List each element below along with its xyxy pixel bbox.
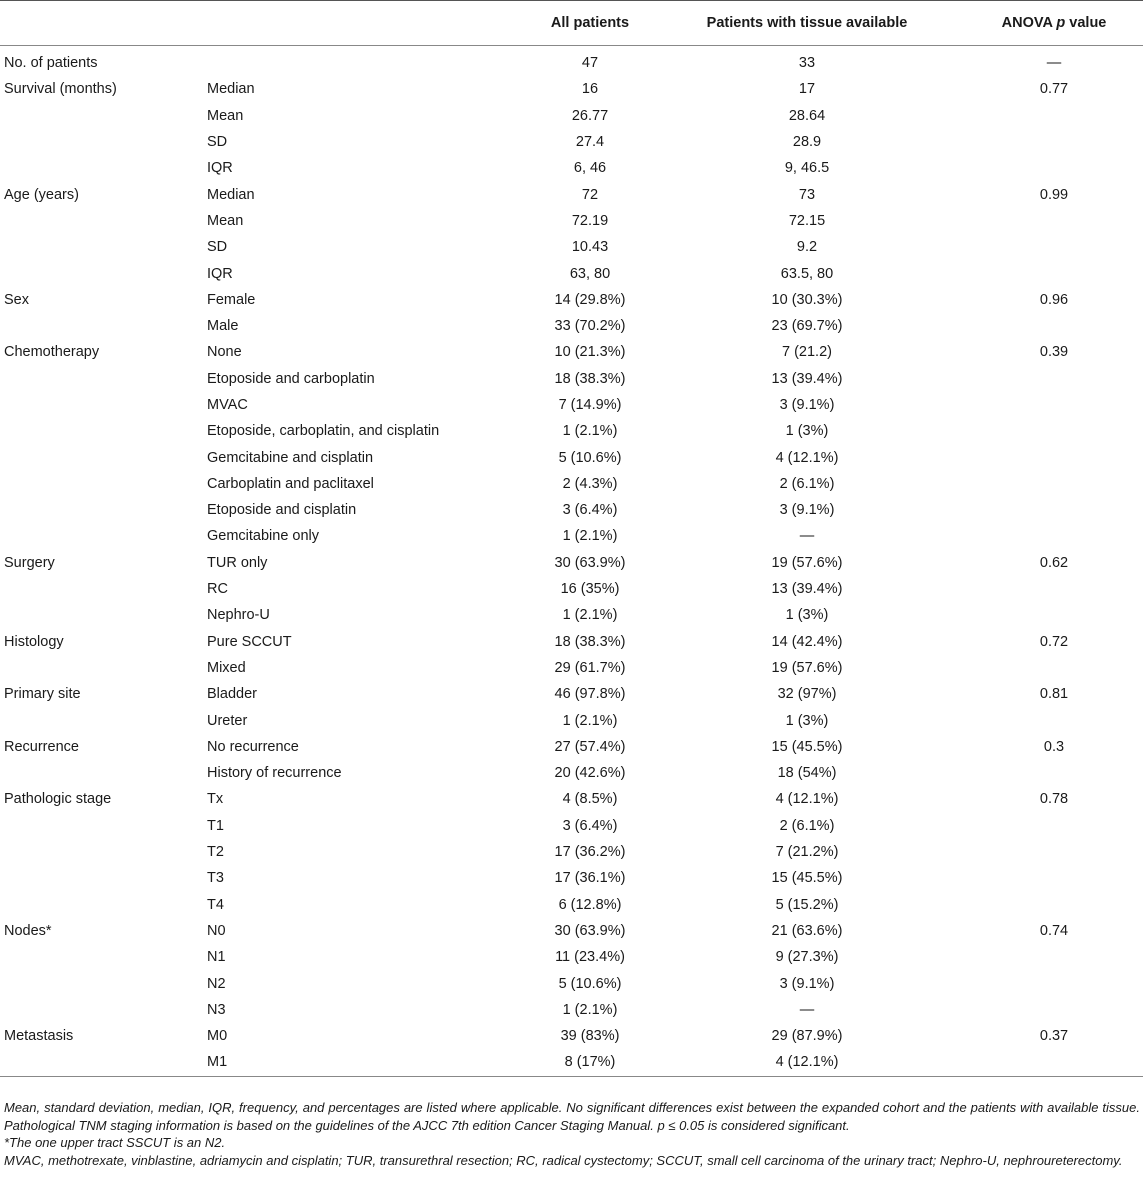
cell-variable: Nodes* xyxy=(4,922,52,939)
cell-all-patients: 6 (12.8%) xyxy=(558,896,622,913)
table-row xyxy=(0,471,1143,497)
cell-p-value xyxy=(941,602,1143,628)
cell-variable: No. of patients xyxy=(4,55,98,72)
header-row xyxy=(0,1,1143,46)
cell-category: M1 xyxy=(202,1049,507,1076)
table-row xyxy=(0,497,1143,523)
cell-variable: Survival (months) xyxy=(4,81,117,98)
table-row xyxy=(0,944,1143,970)
cell-all-patients: 16 xyxy=(581,81,599,98)
cell-p-value xyxy=(941,944,1143,970)
cell-all-patients: 8 (17%) xyxy=(507,1049,673,1076)
cell-all-patients: 39 (83%) xyxy=(560,1028,620,1045)
cell-variable: Sex xyxy=(4,291,29,308)
cell-p-value: 0.77 xyxy=(1039,81,1069,98)
cell-variable: Pathologic stage xyxy=(4,791,112,808)
cell-all-patients: 16 (35%) xyxy=(560,581,620,598)
cell-variable xyxy=(0,997,202,1023)
cell-all-patients: 6, 46 xyxy=(573,160,607,177)
table-row xyxy=(0,786,1143,812)
cell-tissue-available: 19 (57.6%) xyxy=(771,659,843,676)
cell-category: RC xyxy=(207,581,228,598)
header-anova-p-value xyxy=(941,1,1143,46)
cell-variable xyxy=(0,366,202,392)
table-row xyxy=(0,155,1143,181)
cell-variable xyxy=(0,471,202,497)
cell-tissue-available: 1 (3%) xyxy=(785,712,829,729)
cell-category: T4 xyxy=(207,896,224,913)
cell-tissue-available: 17 xyxy=(798,81,816,98)
cell-variable xyxy=(0,497,202,523)
table-row xyxy=(0,839,1143,865)
cell-category: N1 xyxy=(207,949,226,966)
cell-tissue-available: 4 (12.1%) xyxy=(775,791,839,808)
cell-p-value xyxy=(941,997,1143,1023)
cell-tissue-available: 13 (39.4%) xyxy=(771,370,843,387)
cell-all-patients: 27 (57.4%) xyxy=(554,738,626,755)
cell-all-patients: 72.19 xyxy=(571,212,609,229)
table-row xyxy=(0,813,1143,839)
cell-p-value xyxy=(941,208,1143,234)
cell-tissue-available: 9, 46.5 xyxy=(784,160,830,177)
header-all-patients: All patients xyxy=(507,1,673,46)
table-row xyxy=(0,181,1143,207)
table-row xyxy=(0,392,1143,418)
cell-all-patients: 14 (29.8%) xyxy=(554,291,626,308)
cell-category: Etoposide, carboplatin, and cisplatin xyxy=(207,423,440,440)
header-category xyxy=(202,1,507,46)
cell-tissue-available: 1 (3%) xyxy=(785,423,829,440)
cell-all-patients: 63, 80 xyxy=(569,265,611,282)
cell-category: Carboplatin and paclitaxel xyxy=(207,475,374,492)
cell-tissue-available: — xyxy=(799,528,815,545)
cell-all-patients: 18 (38.3%) xyxy=(554,633,626,650)
cell-category: Tx xyxy=(207,791,224,808)
table-row xyxy=(0,997,1143,1023)
cell-all-patients: 1 (2.1%) xyxy=(562,423,618,440)
cell-category: T2 xyxy=(207,844,224,861)
table-row xyxy=(0,629,1143,655)
cell-p-value xyxy=(941,576,1143,602)
cell-category: Female xyxy=(207,291,256,308)
table-row xyxy=(0,918,1143,944)
cell-tissue-available: 28.9 xyxy=(792,134,822,151)
cell-p-value xyxy=(941,313,1143,339)
cell-variable xyxy=(0,892,202,918)
cell-p-value xyxy=(941,392,1143,418)
table-row xyxy=(0,550,1143,576)
cell-variable xyxy=(0,707,202,733)
cell-p-value: 0.96 xyxy=(1039,291,1069,308)
cell-all-patients: 4 (8.5%) xyxy=(562,791,618,808)
cell-tissue-available: 13 (39.4%) xyxy=(771,581,843,598)
table-row xyxy=(0,103,1143,129)
cell-all-patients: 72 xyxy=(581,186,599,203)
cell-variable xyxy=(0,839,202,865)
cell-p-value xyxy=(941,234,1143,260)
cell-tissue-available: 10 (30.3%) xyxy=(771,291,843,308)
cell-p-value xyxy=(941,760,1143,786)
cell-p-value xyxy=(941,892,1143,918)
cell-category: IQR xyxy=(207,160,233,177)
cell-all-patients: 1 (2.1%) xyxy=(562,1001,618,1018)
header-tissue-available: Patients with tissue available xyxy=(673,1,941,46)
cell-variable: Metastasis xyxy=(4,1028,74,1045)
cell-tissue-available: 63.5, 80 xyxy=(780,265,834,282)
cell-p-value: — xyxy=(1046,55,1062,72)
cell-variable xyxy=(0,865,202,891)
cell-variable xyxy=(0,813,202,839)
table-row xyxy=(0,681,1143,707)
cell-category: Nephro-U xyxy=(207,607,270,624)
cell-variable xyxy=(0,234,202,260)
table-row xyxy=(0,366,1143,392)
cell-all-patients: 18 (38.3%) xyxy=(554,370,626,387)
cell-p-value xyxy=(941,497,1143,523)
cell-p-value: 0.78 xyxy=(1039,791,1069,808)
cell-p-value: 0.74 xyxy=(1039,922,1069,939)
cell-category: M0 xyxy=(207,1028,228,1045)
cell-variable xyxy=(0,444,202,470)
cell-tissue-available: 73 xyxy=(798,186,816,203)
cell-p-value xyxy=(941,444,1143,470)
cell-variable: Surgery xyxy=(4,554,55,571)
cell-variable xyxy=(0,313,202,339)
cell-tissue-available: 33 xyxy=(798,55,816,72)
cell-category: Etoposide and carboplatin xyxy=(207,370,375,387)
cell-p-value xyxy=(941,471,1143,497)
cell-all-patients: 47 xyxy=(581,55,599,72)
cell-p-value: 0.81 xyxy=(1039,686,1069,703)
cell-tissue-available: 7 (21.2) xyxy=(782,344,832,361)
table-row xyxy=(0,418,1143,444)
cell-all-patients: 5 (10.6%) xyxy=(558,449,622,466)
cell-category: TUR only xyxy=(207,554,268,571)
cell-category: N2 xyxy=(207,975,226,992)
cell-tissue-available: 15 (45.5%) xyxy=(771,738,843,755)
table-row xyxy=(0,655,1143,681)
cell-category: Ureter xyxy=(207,712,248,729)
cell-p-value xyxy=(941,970,1143,996)
cell-all-patients: 20 (42.6%) xyxy=(554,765,626,782)
cell-all-patients: 3 (6.4%) xyxy=(562,817,618,834)
cell-variable xyxy=(0,760,202,786)
table-row xyxy=(0,234,1143,260)
footnote-upper-tract: *The one upper tract SSCUT is an N2. xyxy=(4,1135,226,1151)
cell-category: IQR xyxy=(207,265,233,282)
table-row xyxy=(0,865,1143,891)
cell-tissue-available: 2 (6.1%) xyxy=(779,817,835,834)
cell-tissue-available: 3 (9.1%) xyxy=(779,502,835,519)
table-row xyxy=(0,339,1143,365)
cell-tissue-available: 72.15 xyxy=(788,212,826,229)
cell-tissue-available: 18 (54%) xyxy=(777,765,837,782)
cell-category: History of recurrence xyxy=(207,765,342,782)
cell-category: N0 xyxy=(207,922,226,939)
cell-category: Mixed xyxy=(207,659,246,676)
cell-variable xyxy=(0,392,202,418)
cell-variable: Histology xyxy=(4,633,64,650)
cell-tissue-available: 4 (12.1%) xyxy=(673,1049,941,1076)
cell-variable xyxy=(0,208,202,234)
cell-all-patients: 11 (23.4%) xyxy=(555,949,625,966)
cell-variable xyxy=(0,103,202,129)
header-anova-suffix: value xyxy=(1065,15,1107,31)
cell-category: Mean xyxy=(207,107,244,124)
cell-all-patients: 29 (61.7%) xyxy=(554,659,626,676)
cell-category: N3 xyxy=(207,1001,226,1018)
table-row xyxy=(0,129,1143,155)
cell-variable xyxy=(0,944,202,970)
cell-p-value xyxy=(941,260,1143,286)
table-row xyxy=(0,1023,1143,1049)
cell-category: Male xyxy=(207,318,239,335)
table-row xyxy=(0,523,1143,549)
table-row xyxy=(0,76,1143,102)
table-row xyxy=(0,287,1143,313)
cell-all-patients: 2 (4.3%) xyxy=(562,475,618,492)
table-row xyxy=(0,970,1143,996)
cell-all-patients: 26.77 xyxy=(571,107,609,124)
table-row xyxy=(0,46,1143,77)
cell-category: Pure SCCUT xyxy=(207,633,292,650)
cell-variable xyxy=(0,576,202,602)
cell-category: Mean xyxy=(207,212,244,229)
cell-all-patients: 3 (6.4%) xyxy=(562,502,618,519)
cell-variable xyxy=(0,970,202,996)
cell-category: Gemcitabine and cisplatin xyxy=(207,449,374,466)
cell-variable xyxy=(0,155,202,181)
cell-tissue-available: 15 (45.5%) xyxy=(771,870,843,887)
table-row xyxy=(0,734,1143,760)
footnote-general: Mean, standard deviation, median, IQR, frequency, and percentages are listed where applicable. No significant differences exist between the expanded cohort and the patients with available tissue. Pathological TNM staging information is based on the guidelines of the AJCC 7th edition Cancer Staging Manual. p ≤ 0.05 is considered significant. xyxy=(4,1100,1140,1133)
cell-variable xyxy=(0,129,202,155)
cell-category: Gemcitabine only xyxy=(207,528,320,545)
cell-category: Bladder xyxy=(207,686,257,703)
cell-p-value xyxy=(941,813,1143,839)
cell-p-value xyxy=(941,839,1143,865)
table-row xyxy=(0,707,1143,733)
footnote-abbreviations: MVAC, methotrexate, vinblastine, adriamycin and cisplatin; TUR, transurethral resection; RC, radical cystectomy; SCCUT, small cell carcinoma of the urinary tract; Nephro-U, nephroureterectomy. xyxy=(4,1152,1123,1168)
table-row xyxy=(0,1049,1143,1076)
cell-tissue-available: 9 (27.3%) xyxy=(775,949,839,966)
cell-all-patients: 17 (36.2%) xyxy=(554,844,626,861)
cell-category: T1 xyxy=(207,817,224,834)
cell-p-value: 0.62 xyxy=(1039,554,1069,571)
header-anova-prefix: ANOVA xyxy=(1001,15,1057,31)
cell-p-value: 0.37 xyxy=(1039,1028,1069,1045)
table-body xyxy=(0,46,1143,1077)
cell-category: Median xyxy=(207,81,255,98)
cell-all-patients: 7 (14.9%) xyxy=(558,397,622,413)
cell-tissue-available: 4 (12.1%) xyxy=(775,449,839,466)
cell-all-patients: 1 (2.1%) xyxy=(562,712,618,729)
cell-variable xyxy=(0,1049,202,1076)
cell-tissue-available: 5 (15.2%) xyxy=(775,896,839,913)
cell-all-patients: 30 (63.9%) xyxy=(554,554,626,571)
cell-tissue-available: 7 (21.2%) xyxy=(775,844,839,861)
cell-tissue-available: 29 (87.9%) xyxy=(771,1028,843,1045)
cell-p-value xyxy=(941,707,1143,733)
header-anova-p: p xyxy=(1056,15,1066,31)
cell-category: Median xyxy=(207,186,255,203)
cell-tissue-available: 14 (42.4%) xyxy=(771,633,843,650)
cell-variable: Chemotherapy xyxy=(4,344,100,361)
cell-all-patients: 27.4 xyxy=(575,134,605,151)
cell-tissue-available: 32 (97%) xyxy=(777,686,837,703)
cell-all-patients: 10 (21.3%) xyxy=(554,344,626,361)
cell-variable xyxy=(0,260,202,286)
cell-all-patients: 10.43 xyxy=(571,239,609,256)
cell-tissue-available: 2 (6.1%) xyxy=(779,475,835,492)
cell-all-patients: 5 (10.6%) xyxy=(558,975,622,992)
table-row xyxy=(0,602,1143,628)
cell-category: SD xyxy=(207,134,228,151)
cell-tissue-available: 21 (63.6%) xyxy=(771,922,843,939)
cell-p-value: 0.39 xyxy=(1039,344,1069,361)
cell-all-patients: 33 (70.2%) xyxy=(554,318,626,335)
cell-p-value xyxy=(941,865,1143,891)
cell-tissue-available: 3 (9.1%) xyxy=(779,975,835,992)
cell-p-value xyxy=(941,523,1143,549)
cell-variable xyxy=(0,602,202,628)
cell-p-value xyxy=(941,418,1143,444)
cell-p-value xyxy=(941,655,1143,681)
cell-variable: Recurrence xyxy=(4,738,79,755)
cell-category: SD xyxy=(207,239,228,256)
cell-p-value: 0.99 xyxy=(1039,186,1069,203)
table-row xyxy=(0,760,1143,786)
table-row xyxy=(0,208,1143,234)
table-row xyxy=(0,313,1143,339)
cell-tissue-available: 3 (9.1%) xyxy=(779,397,835,413)
cell-category xyxy=(202,46,507,77)
cell-p-value xyxy=(941,366,1143,392)
cell-variable: Age (years) xyxy=(4,186,79,203)
table-row xyxy=(0,576,1143,602)
cell-all-patients: 30 (63.9%) xyxy=(554,922,626,939)
table-row xyxy=(0,892,1143,918)
cell-p-value: 0.72 xyxy=(1039,633,1069,650)
cell-all-patients: 17 (36.1%) xyxy=(554,870,626,887)
table-footnotes xyxy=(4,1099,1140,1169)
table-header xyxy=(0,1,1143,46)
cell-variable xyxy=(0,418,202,444)
cell-p-value xyxy=(941,129,1143,155)
cell-category: T3 xyxy=(207,870,224,887)
cell-p-value: 0.3 xyxy=(1043,738,1065,755)
header-variable xyxy=(0,1,202,46)
cell-all-patients: 46 (97.8%) xyxy=(554,686,626,703)
cell-variable xyxy=(0,655,202,681)
cell-variable: Primary site xyxy=(4,686,81,703)
cell-category: MVAC xyxy=(207,397,248,413)
cell-category: No recurrence xyxy=(207,738,299,755)
cell-tissue-available: 19 (57.6%) xyxy=(771,554,843,571)
table-row xyxy=(0,444,1143,470)
cell-p-value xyxy=(941,103,1143,129)
cell-category: None xyxy=(207,344,242,361)
cell-all-patients: 1 (2.1%) xyxy=(562,607,618,624)
table-row xyxy=(0,260,1143,286)
cell-p-value xyxy=(941,155,1143,181)
cell-tissue-available: 1 (3%) xyxy=(785,607,829,624)
cell-tissue-available: 9.2 xyxy=(796,239,818,256)
cell-tissue-available: 23 (69.7%) xyxy=(771,318,843,335)
cell-p-value xyxy=(941,1049,1143,1076)
cell-tissue-available: 28.64 xyxy=(788,107,826,124)
cell-all-patients: 1 (2.1%) xyxy=(562,528,618,545)
cell-category: Etoposide and cisplatin xyxy=(207,502,357,519)
cell-variable xyxy=(0,523,202,549)
cell-tissue-available: — xyxy=(799,1001,815,1018)
